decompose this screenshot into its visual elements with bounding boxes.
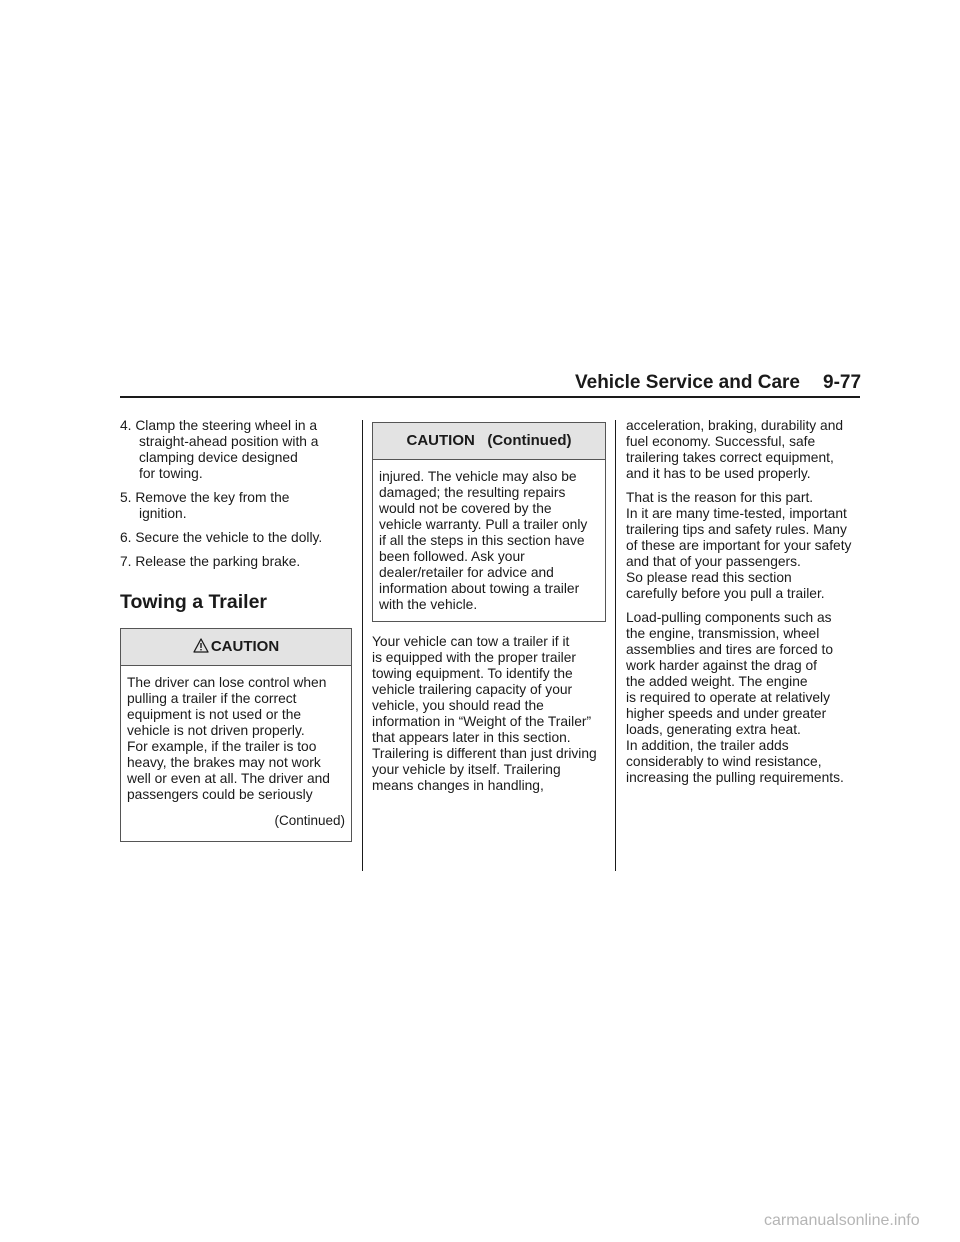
watermark: carmanualsonline.info <box>764 1212 920 1229</box>
column-3 <box>626 418 862 794</box>
column-2 <box>372 422 606 802</box>
caution-title: CAUTION <box>210 638 280 655</box>
header-rule <box>120 396 860 398</box>
step-4: 4. Clamp the steering wheel in a straight-ahead position with a clamping device designed for towing. <box>120 418 319 481</box>
caution-header <box>121 629 351 666</box>
warning-triangle-icon <box>193 638 209 653</box>
caution-continued-box <box>372 422 606 622</box>
section-heading: Towing a Trailer <box>120 591 268 613</box>
column-1 <box>120 418 352 842</box>
step-7: 7. Release the parking brake. <box>120 554 301 569</box>
step-6: 6. Secure the vehicle to the dolly. <box>120 530 323 545</box>
step-5: 5. Remove the key from the ignition. <box>120 490 290 521</box>
page-header-title: Vehicle Service and Care <box>575 372 800 393</box>
caution-box <box>120 628 352 842</box>
paragraph-2: That is the reason for this part. In it are many time-tested, important trailering tips and safety rules. Many of these are important for your safety and that of your passengers. So please read this section carefully before you pull a trailer. <box>626 490 852 601</box>
caution-continued-header: CAUTION (Continued) <box>373 423 605 460</box>
paragraph-3: Load-pulling components such as the engine, transmission, wheel assemblies and tires are forced to work harder against the drag of the added weight. The engine is required to operate at relatively higher speeds and under greater loads, generating extra heat. In addition, the trailer adds considerably to wind resistance, increasing the pulling requirements. <box>626 610 844 785</box>
caution-body: The driver can lose control when pulling a trailer if the correct equipment is not used or the vehicle is not driven properly. For example, if the trailer is too heavy, the brakes may not work well or even at all. The driver and passengers could be seriously <box>127 675 330 802</box>
paragraph-1: acceleration, braking, durability and fuel economy. Successful, safe trailering takes correct equipment, and it has to be used properly. <box>626 418 844 481</box>
column-divider-left <box>362 420 363 871</box>
caution-continued-body: injured. The vehicle may also be damaged; the resulting repairs would not be covered by the vehicle warranty. Pull a trailer only if all the steps in this section have been followed. Ask your dealer/retailer for advice and information about towing a trailer with the vehicle. <box>379 469 588 612</box>
caution-continued: (Continued) <box>274 813 345 828</box>
page-number: 9-77 <box>823 372 862 393</box>
trailer-intro-paragraph: Your vehicle can tow a trailer if it is equipped with the proper trailer towing equipment. To identify the vehicle trailering capacity of your vehicle, you should read the information in “Weight of the Trailer” that appears later in this section. Trailering is different than just driving your vehicle by itself. Trailering means changes in handling, <box>372 634 597 793</box>
column-divider-right <box>615 420 616 871</box>
